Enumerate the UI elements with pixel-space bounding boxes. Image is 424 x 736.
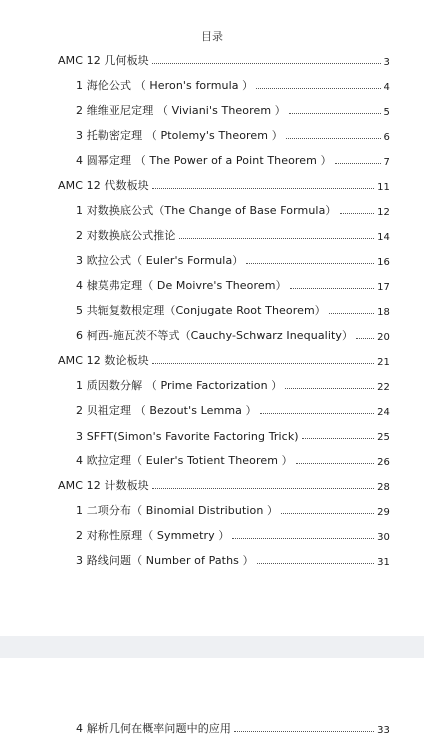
leader-dots bbox=[286, 138, 381, 139]
toc-entry-continued[interactable] bbox=[76, 718, 390, 736]
page-gap bbox=[0, 636, 424, 658]
toc-entry-page: 28 bbox=[377, 482, 390, 493]
toc-entry-page: 26 bbox=[377, 457, 390, 468]
toc-section-heading[interactable] bbox=[58, 50, 390, 68]
toc-entry[interactable] bbox=[76, 200, 390, 218]
toc-entry[interactable] bbox=[76, 250, 390, 268]
toc-entry-label: 1 二项分布（ Binomial Distribution ） bbox=[76, 504, 279, 517]
toc-entry-label: 4 棣莫弗定理（ De Moivre's Theorem） bbox=[76, 279, 287, 292]
leader-dots bbox=[246, 263, 374, 264]
toc-entry-page: 5 bbox=[383, 107, 390, 118]
toc-entry[interactable] bbox=[76, 400, 390, 418]
toc-entry-page: 14 bbox=[377, 232, 390, 243]
leader-dots bbox=[335, 163, 381, 164]
leader-dots bbox=[290, 288, 374, 289]
toc-entry[interactable] bbox=[76, 75, 390, 93]
toc-entry-label: 3 路线问题（ Number of Paths ） bbox=[76, 554, 254, 567]
toc-title: 目录 bbox=[201, 30, 223, 43]
toc-entry-page: 31 bbox=[377, 557, 390, 568]
leader-dots bbox=[256, 88, 380, 89]
toc-entry-label: 1 对数换底公式（The Change of Base Formula） bbox=[76, 204, 337, 217]
leader-dots bbox=[281, 513, 374, 514]
toc-entry-page: 11 bbox=[377, 182, 390, 193]
leader-dots bbox=[232, 538, 374, 539]
leader-dots bbox=[296, 463, 374, 464]
toc-entry-page: 12 bbox=[377, 207, 390, 218]
toc-entry-label: 1 质因数分解 （ Prime Factorization ） bbox=[76, 379, 283, 392]
toc-entry-label: AMC 12 几何板块 bbox=[58, 54, 149, 67]
toc-entry-label: 1 海伦公式 （ Heron's formula ） bbox=[76, 79, 254, 92]
toc-entry[interactable] bbox=[76, 425, 390, 443]
leader-dots bbox=[340, 213, 375, 214]
leader-dots bbox=[356, 338, 374, 339]
toc-entry-page: 21 bbox=[377, 357, 390, 368]
leader-dots bbox=[152, 63, 381, 64]
leader-dots bbox=[179, 238, 375, 239]
leader-dots bbox=[302, 438, 374, 439]
toc-entry[interactable] bbox=[76, 450, 390, 468]
toc-entry[interactable] bbox=[76, 500, 390, 518]
leader-dots bbox=[260, 413, 374, 414]
toc-section-heading[interactable] bbox=[58, 175, 390, 193]
toc-entry[interactable] bbox=[76, 525, 390, 543]
toc-entry-label: AMC 12 计数板块 bbox=[58, 479, 149, 492]
toc-entry[interactable] bbox=[76, 325, 390, 343]
toc-entry[interactable] bbox=[76, 100, 390, 118]
toc-entry-page: 16 bbox=[377, 257, 390, 268]
toc-entry-page: 3 bbox=[383, 57, 390, 68]
toc-entry-page: 24 bbox=[377, 407, 390, 418]
toc-entry-label: 3 SFFT(Simon's Favorite Factoring Trick) bbox=[76, 430, 299, 443]
toc-entry-page: 17 bbox=[377, 282, 390, 293]
toc-entry-label: 4 欧拉定理（ Euler's Totient Theorem ） bbox=[76, 454, 293, 467]
toc-entry-label: AMC 12 数论板块 bbox=[58, 354, 149, 367]
toc-entry-page: 18 bbox=[377, 307, 390, 318]
leader-dots bbox=[152, 188, 374, 189]
leader-dots bbox=[257, 563, 374, 564]
toc-entry[interactable] bbox=[76, 125, 390, 143]
toc-entry-label: 4 解析几何在概率问题中的应用 bbox=[76, 722, 231, 735]
toc-entry[interactable] bbox=[76, 550, 390, 568]
toc-section-heading[interactable] bbox=[58, 350, 390, 368]
toc-entry-page: 29 bbox=[377, 507, 390, 518]
toc-entry-label: 4 圆幂定理 （ The Power of a Point Theorem ） bbox=[76, 154, 332, 167]
toc-entry-label: 2 对称性原理（ Symmetry ） bbox=[76, 529, 230, 542]
leader-dots bbox=[152, 488, 374, 489]
toc-entry[interactable] bbox=[76, 275, 390, 293]
toc-entry-page: 30 bbox=[377, 532, 390, 543]
toc-entry-label: AMC 12 代数板块 bbox=[58, 179, 149, 192]
toc-entry-label: 6 柯西-施瓦茨不等式（Cauchy-Schwarz Inequality） bbox=[76, 329, 354, 342]
toc-entry[interactable] bbox=[76, 375, 390, 393]
toc-entry[interactable] bbox=[76, 225, 390, 243]
toc-entry-label: 2 维维亚尼定理 （ Viviani's Theorem ） bbox=[76, 104, 286, 117]
toc-entry-page: 7 bbox=[383, 157, 390, 168]
toc-entry-page: 6 bbox=[383, 132, 390, 143]
toc-entry-page: 25 bbox=[377, 432, 390, 443]
leader-dots bbox=[285, 388, 374, 389]
toc-entry-label: 2 对数换底公式推论 bbox=[76, 229, 176, 242]
leader-dots bbox=[152, 363, 374, 364]
toc-entry[interactable] bbox=[76, 300, 390, 318]
toc-entry-label: 3 欧拉公式（ Euler's Formula） bbox=[76, 254, 244, 267]
toc-entry-page: 22 bbox=[377, 382, 390, 393]
toc-entry-page: 20 bbox=[377, 332, 390, 343]
next-page bbox=[0, 658, 424, 736]
toc-entry-label: 3 托勒密定理 （ Ptolemy's Theorem ） bbox=[76, 129, 283, 142]
leader-dots bbox=[329, 313, 374, 314]
toc-entry-page: 33 bbox=[377, 725, 390, 736]
toc-entry[interactable] bbox=[76, 150, 390, 168]
toc-entry-label: 2 贝祖定理 （ Bezout's Lemma ） bbox=[76, 404, 257, 417]
toc-entry-label: 5 共轭复数根定理（Conjugate Root Theorem） bbox=[76, 304, 326, 317]
leader-dots bbox=[289, 113, 381, 114]
toc-section-heading[interactable] bbox=[58, 475, 390, 493]
toc-entry-page: 4 bbox=[383, 82, 390, 93]
